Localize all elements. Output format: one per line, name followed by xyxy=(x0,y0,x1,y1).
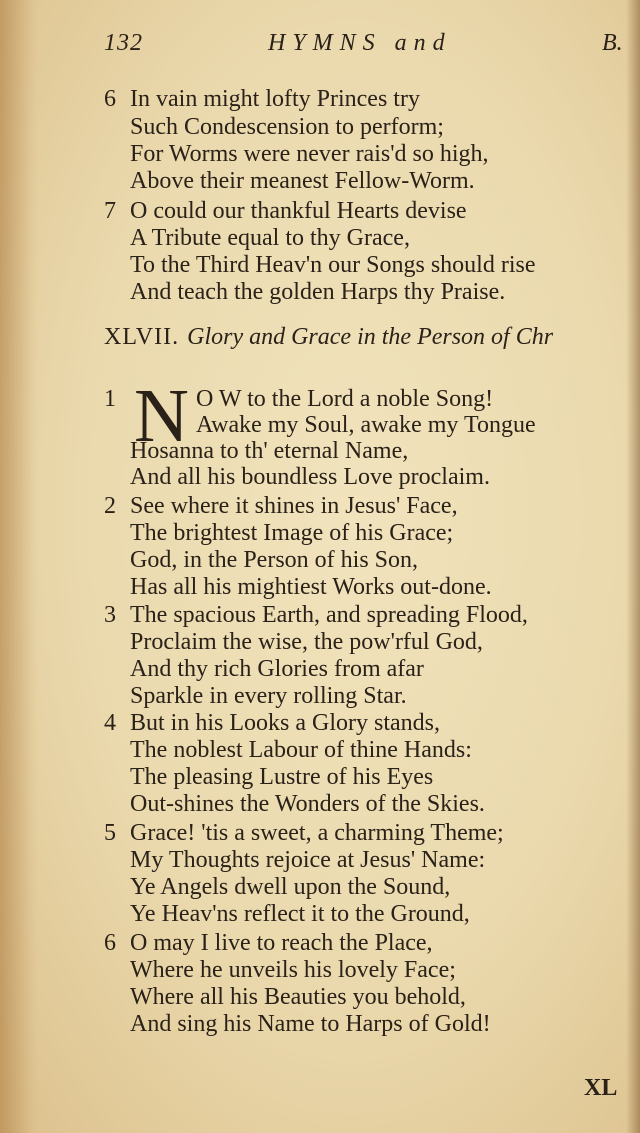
stanza-number: 3 xyxy=(104,602,116,628)
verse-line: And all his boundless Love proclaim. xyxy=(130,464,490,490)
verse-line: A Tribute equal to thy Grace, xyxy=(130,225,410,251)
verse-line: To the Third Heav'n our Songs should rise xyxy=(130,252,536,278)
verse-line: Ye Heav'ns reflect it to the Ground, xyxy=(130,901,470,927)
running-title: HYMNS and xyxy=(268,30,452,56)
verse-line: Awake my Soul, awake my Tongue xyxy=(196,412,536,438)
verse-line: The spacious Earth, and spreading Flood, xyxy=(130,602,528,628)
drop-cap: N xyxy=(134,374,189,458)
verse-line: Where he unveils his lovely Face; xyxy=(130,957,456,983)
stanza-number: 6 xyxy=(104,86,116,112)
verse-line: O W to the Lord a noble Song! xyxy=(196,386,494,412)
book-reference: B. xyxy=(602,30,623,56)
verse-line: See where it shines in Jesus' Face, xyxy=(130,493,458,519)
verse-line: Hosanna to th' eternal Name, xyxy=(130,438,409,464)
hymn-heading xyxy=(104,324,553,351)
verse-line: Proclaim the wise, the pow'rful God, xyxy=(130,629,483,655)
verse-line: And sing his Name to Harps of Gold! xyxy=(130,1011,491,1037)
verse-line: Out-shines the Wonders of the Skies. xyxy=(130,791,485,817)
stanza-number: 5 xyxy=(104,820,116,846)
page-shadow-right xyxy=(626,0,640,1133)
hymn-number: XLVII. xyxy=(104,324,180,350)
verse-line: God, in the Person of his Son, xyxy=(130,547,418,573)
stanza-number: 2 xyxy=(104,493,116,519)
stanza-number: 7 xyxy=(104,198,116,224)
verse-line: Where all his Beauties you behold, xyxy=(130,984,466,1010)
verse-line: My Thoughts rejoice at Jesus' Name: xyxy=(130,847,486,873)
verse-line: O could our thankful Hearts devise xyxy=(130,198,467,224)
verse-line: The pleasing Lustre of his Eyes xyxy=(130,764,434,790)
verse-line: Ye Angels dwell upon the Sound, xyxy=(130,874,451,900)
verse-line: O may I live to reach the Place, xyxy=(130,930,433,956)
page-number: 132 xyxy=(104,30,143,56)
verse-line: And teach the golden Harps thy Praise. xyxy=(130,279,506,305)
page-shadow-left xyxy=(0,0,38,1133)
verse-line: Above their meanest Fellow-Worm. xyxy=(130,168,475,194)
verse-line: Sparkle in every rolling Star. xyxy=(130,683,407,709)
hymn-subject: Glory and Grace in the Person of Chr xyxy=(187,324,554,350)
verse-line: The brightest Image of his Grace; xyxy=(130,520,454,546)
stanza-number: 1 xyxy=(104,386,116,412)
stanza-number: 6 xyxy=(104,930,116,956)
stanza-number: 4 xyxy=(104,710,116,736)
verse-line: And thy rich Glories from afar xyxy=(130,656,424,682)
verse-line: In vain might lofty Princes try xyxy=(130,86,420,112)
verse-line: For Worms were never rais'd so high, xyxy=(130,141,489,167)
verse-line: Such Condescension to perform; xyxy=(130,114,444,140)
running-head xyxy=(0,30,640,64)
verse-line: But in his Looks a Glory stands, xyxy=(130,710,440,736)
verse-line: Grace! 'tis a sweet, a charming Theme; xyxy=(130,820,504,846)
catchword: XL xyxy=(584,1075,618,1101)
verse-line: Has all his mightiest Works out-done. xyxy=(130,574,492,600)
verse-line: The noblest Labour of thine Hands: xyxy=(130,737,472,763)
